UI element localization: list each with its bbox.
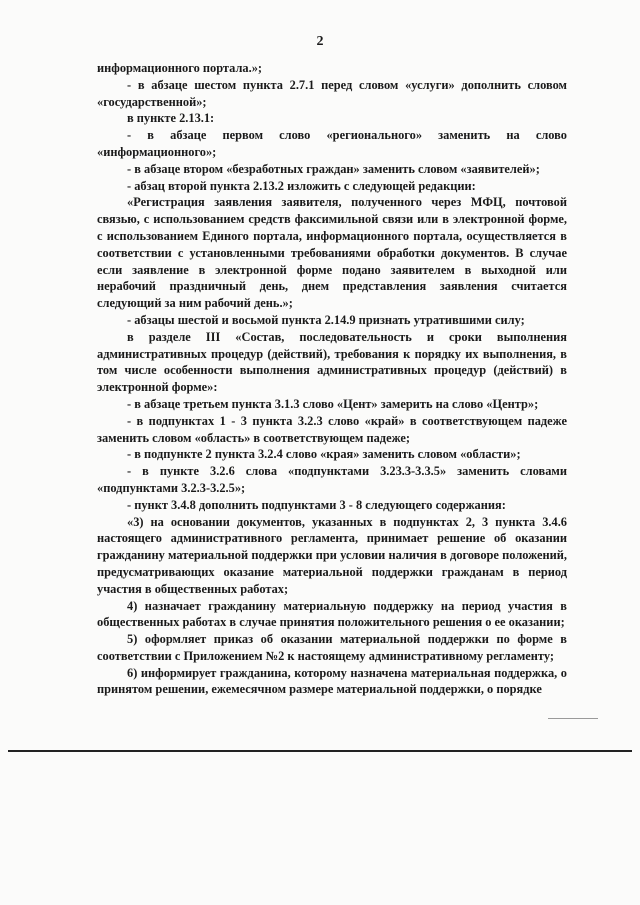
paragraph: - пункт 3.4.8 дополнить подпунктами 3 - 8 следующего содержания: — [127, 497, 506, 512]
paragraph: «3) на основании документов, указанных в подпунктах 2, 3 пункта 3.4.6 настоящего административного регламента, принимает решение об оказании гражданину материальной поддержки при условии наличия в договоре положений, предусматривающих оказание материальной поддержки гражданам в период участия в общественных работах; — [97, 514, 567, 596]
paragraph: - в абзаце втором «безработных граждан» заменить словом «заявителей»; — [127, 161, 540, 176]
paragraph: «Регистрация заявления заявителя, полученного через МФЦ, почтовой связью, с использованием средств факсимильной связи или в электронной форме, с использованием Единого портала, информационного портала, осуществляется в соответствии с установленными требованиями обработки документов. В случае если заявление в электронной форме подано заявителем в выходной или нерабочий праздничный день, днем представления заявления считается следующий за ним рабочий день.»; — [97, 195, 567, 311]
paragraph: информационного портала.»; — [97, 61, 263, 75]
paragraph: - в абзаце третьем пункта 3.1.3 слово «Цент» замерить на слово «Центр»; — [127, 396, 539, 411]
paragraph: - в абзаце первом слово «регионального» заменить на слово «информационного»; — [97, 128, 567, 159]
paragraph: - в пункте 3.2.6 слова «подпунктами 3.23.3-3.3.5» заменить словами «подпунктами 3.2.3-3.2.5»; — [97, 464, 567, 495]
paragraph: - в подпунктах 1 - 3 пункта 3.2.3 слово «край» в соответствующем падеже заменить словом «область» в соответствующем падеже; — [97, 413, 567, 445]
paragraph: 4) назначает гражданину материальную поддержку на период участия в общественных работах в случае принятия положительного решения о ее оказании; — [97, 598, 567, 630]
paragraph: 5) оформляет приказ об оказании материальной поддержки по форме в соответствии с Приложением №2 к настоящему административному регламенту; — [97, 632, 567, 663]
paragraph: - в подпункте 2 пункта 3.2.4 слово «края» заменить словом «области»; — [127, 447, 521, 462]
paragraph: - в абзаце шестом пункта 2.7.1 перед словом «услуги» дополнить словом «государственной»; — [97, 77, 567, 109]
scan-artifact-line — [548, 718, 598, 719]
paragraph: - абзац второй пункта 2.13.2 изложить с следующей редакции: — [127, 178, 476, 193]
page-bottom-rule — [8, 750, 632, 752]
page-number: 2 — [316, 34, 324, 49]
document-body — [97, 60, 567, 698]
paragraph: в разделе III «Состав, последовательность и сроки выполнения административных процедур (действий), требования к порядку их выполнения, в том числе особенности выполнения административных процедур (действий) в электронной форме»: — [97, 329, 567, 395]
paragraph: 6) информирует гражданина, которому назначена материальная поддержка, о принятом решении, ежемесячном размере материальной поддержки, о порядке — [97, 665, 567, 697]
paragraph: в пункте 2.13.1: — [127, 111, 215, 126]
paragraph: - абзацы шестой и восьмой пункта 2.14.9 признать утратившими силу; — [127, 312, 525, 327]
